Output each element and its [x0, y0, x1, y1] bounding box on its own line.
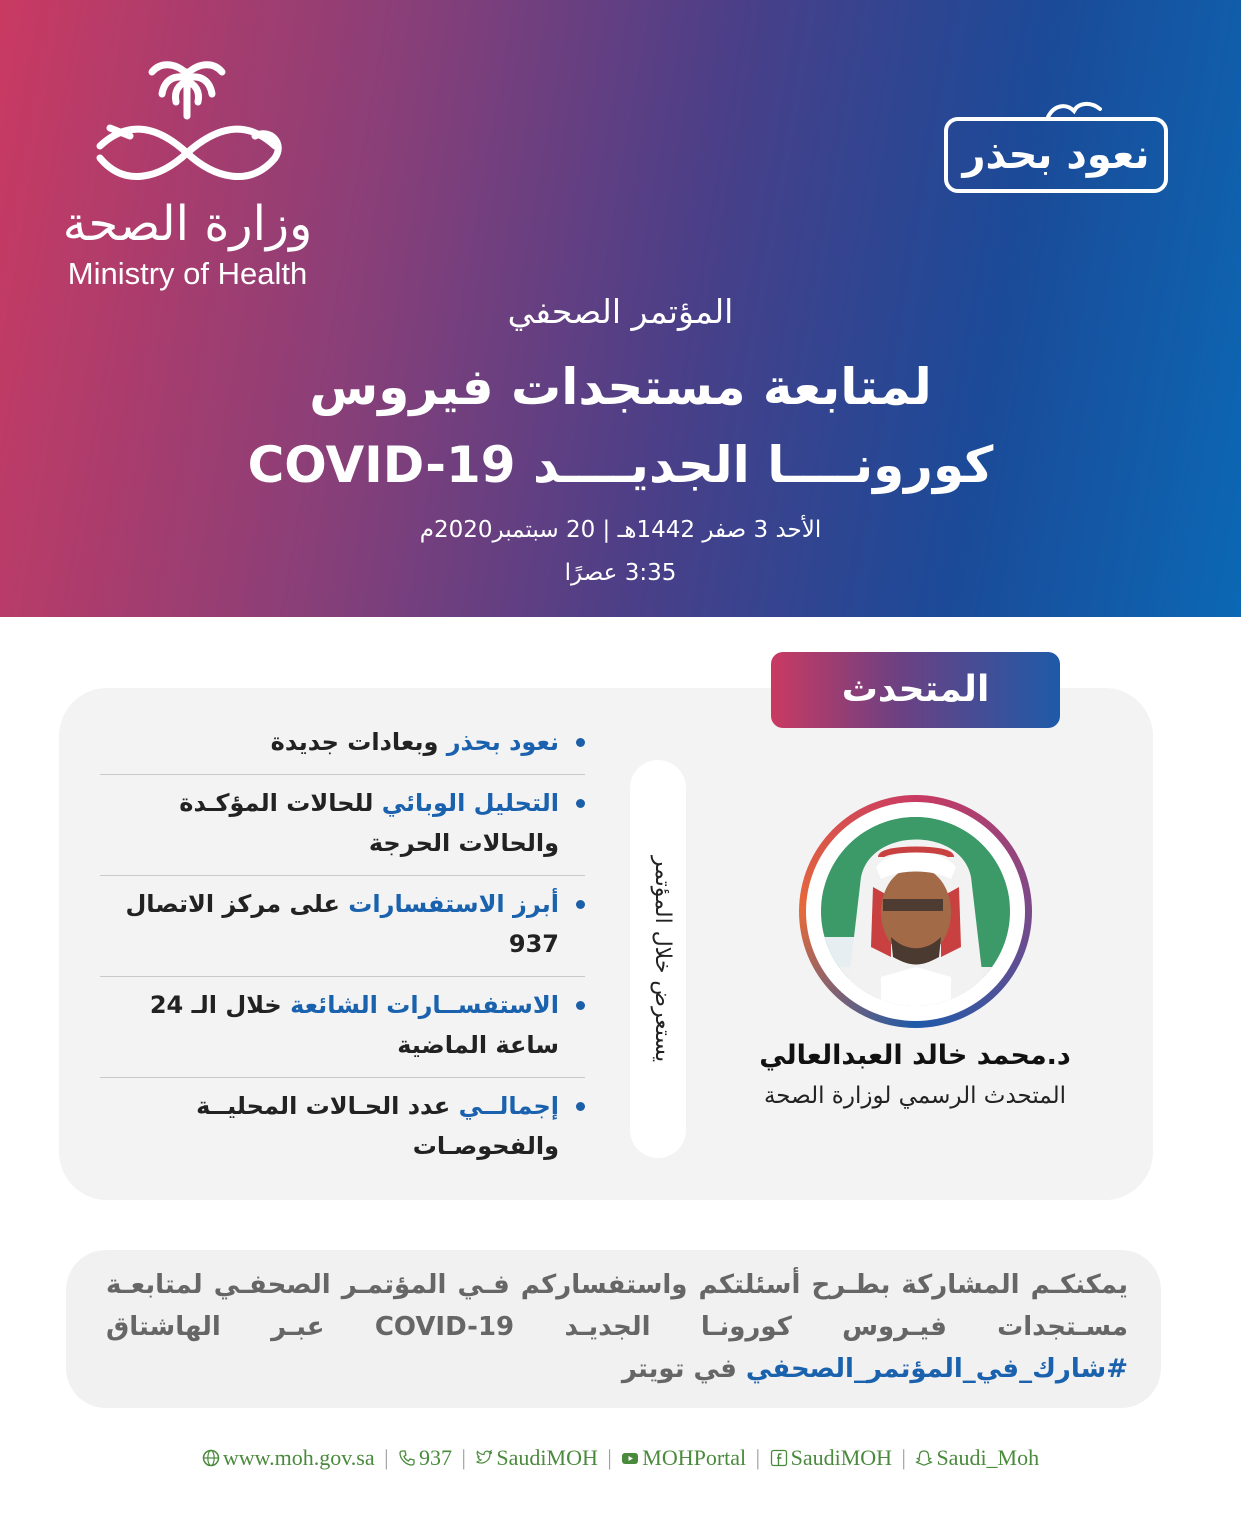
cloud-icon [1044, 99, 1104, 121]
speaker-portrait-icon [821, 817, 1010, 1006]
conference-time: 3:35 عصرًا [564, 560, 677, 586]
speaker-role: المتحدث الرسمي لوزارة الصحة [763, 1083, 1067, 1109]
header-banner [0, 0, 1241, 617]
footer-contacts: www.moh.gov.sa | 937 | SaudiMOH | MOHPortal | SaudiMOH | Saudi_Moh [0, 1445, 1241, 1471]
youtube-handle[interactable]: MOHPortal [642, 1445, 747, 1470]
facebook-icon [770, 1449, 788, 1467]
speaker-photo-frame [799, 795, 1032, 1028]
agenda-item: الاستفســارات الشائعة خلال الـ 24 ساعة الماضية [100, 977, 585, 1078]
agenda-item: أبرز الاستفسارات على مركز الاتصال 937 [100, 876, 585, 977]
phone-number[interactable]: 937 [419, 1445, 453, 1470]
moh-logo [55, 58, 320, 298]
globe-icon [202, 1449, 220, 1467]
conference-title-line1: لمتابعة مستجدات فيروس [309, 358, 932, 416]
logo-arabic-text: وزارة الصحة [62, 196, 313, 252]
snapchat-icon [915, 1449, 933, 1467]
twitter-icon [475, 1449, 493, 1467]
speaker-photo [821, 817, 1010, 1006]
participation-text: يمكنكـم المشاركة بطـرح أسئلتكم واستفساركم فـي المؤتمـر الصحفـي لمتابعـة مسـتجدات فيـروس كورونـا الجديـد COVID-19 عبـر الهاشتاق #شارك_في_المؤتمر_الصحفي في تويتر [106, 1270, 1128, 1384]
conference-subtitle: المؤتمر الصحفي [507, 292, 734, 331]
palm-crossed-swords-icon [90, 58, 285, 188]
youtube-icon [621, 1449, 639, 1467]
phone-icon [398, 1449, 416, 1467]
hashtag-link[interactable]: #شارك_في_المؤتمر_الصحفي [745, 1354, 1128, 1384]
campaign-badge [944, 117, 1168, 193]
conference-title-line2: كورونــــا الجديــــد COVID-19 [247, 436, 994, 494]
conference-date: الأحد 3 صفر 1442هـ | 20 سبتمبر2020م [419, 517, 822, 543]
agenda-vertical-label: يستعرض خلال المؤتمر [650, 855, 675, 1063]
agenda-item: إجمالــي عدد الحـالات المحليــة والفحوصـات [100, 1078, 585, 1178]
agenda-item: التحليل الوبائي للحالات المؤكـدة والحالات الحرجة [100, 775, 585, 876]
twitter-handle[interactable]: SaudiMOH [496, 1445, 598, 1470]
agenda-vertical-label-pill [630, 760, 686, 1158]
snapchat-handle[interactable]: Saudi_Moh [936, 1445, 1040, 1470]
logo-english-text: Ministry of Health [67, 256, 308, 291]
participation-box [66, 1250, 1161, 1408]
campaign-badge-label: نعود بحذر [962, 132, 1150, 178]
agenda-item: نعود بحذر وبعادات جديدة [100, 714, 585, 775]
facebook-handle[interactable]: SaudiMOH [790, 1445, 893, 1470]
speaker-tab: المتحدث [771, 652, 1060, 728]
speaker-name: د.محمد خالد العبدالعالي [759, 1040, 1071, 1071]
website-link[interactable]: www.moh.gov.sa [222, 1445, 375, 1470]
agenda-list [100, 714, 585, 1178]
